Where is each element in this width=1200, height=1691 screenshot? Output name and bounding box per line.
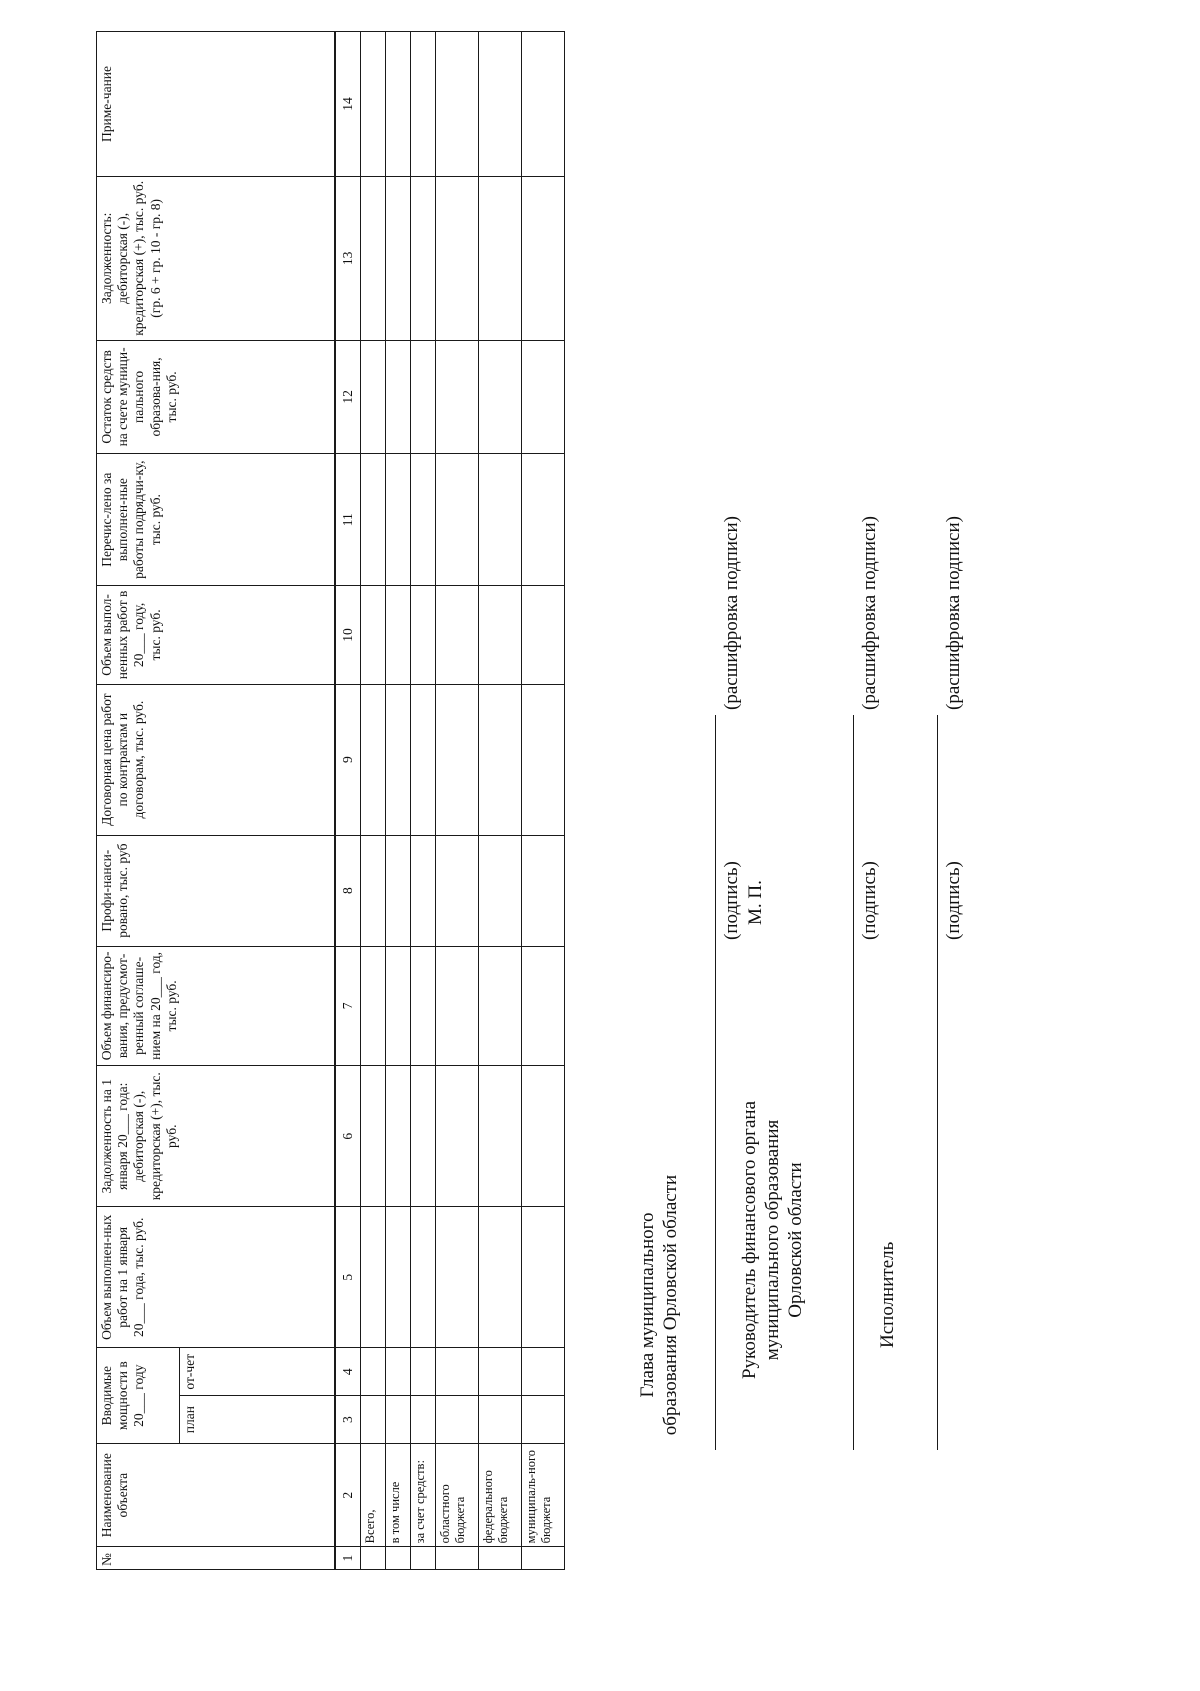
header-contract-price: Договорная цена работ по контрактам и договорам, тыс. руб. [97, 684, 336, 835]
header-capacity-text: Вводимые мощности в 20___ году [99, 1361, 147, 1431]
report-sheet [1, 0, 1200, 1600]
finance-head-line2: муниципального образования [761, 1119, 783, 1361]
table-row [386, 32, 411, 1570]
head-mp-label: М. П. [745, 880, 766, 925]
row-label-including: в том числе [386, 1444, 411, 1547]
header-balance: Остаток средств на счете муници-пального образова-ния, тыс. руб. [97, 340, 336, 453]
table-row [522, 32, 565, 1570]
header-financed: Профи-нанси-ровано, тыс. руб [97, 835, 336, 946]
header-transferred: Перечис-лено за выполнен-ные работы подрядчи-ку, тыс. руб. [97, 454, 336, 586]
table-row [411, 32, 436, 1570]
finance-signature-line [853, 715, 854, 1450]
column-number: 13 [335, 176, 361, 340]
construction-report-table [96, 31, 565, 1570]
header-row [97, 32, 180, 1570]
row-label-municipal: муниципаль-ного бюджета [522, 1444, 565, 1547]
column-number: 5 [335, 1207, 361, 1348]
header-completed-start: Объем выполнен-ных работ на 1 января 20___ года, тыс. руб. [97, 1207, 336, 1348]
executor-label: Исполнитель [877, 1241, 898, 1348]
finance-head-line3: Орловской области [784, 1162, 806, 1318]
column-number: 7 [335, 946, 361, 1066]
finance-head-line1: Руководитель финансового органа [739, 1101, 760, 1380]
column-number: 9 [335, 684, 361, 835]
header-capacity-plan: план [180, 1396, 336, 1444]
header-capacity-fact: от-чет [180, 1348, 336, 1396]
executor-podpis-label: (подпись) [943, 861, 964, 940]
table-row [479, 32, 522, 1570]
header-no: № [97, 1547, 336, 1570]
header-capacity [97, 1348, 180, 1444]
head-title [637, 1160, 683, 1450]
column-number: 1 [335, 1547, 361, 1570]
header-debt-end: Задолженность: дебиторская (-), кредиторская (+), тыс. руб. (гр. 6 + гр. 10 - гр. 8) [97, 176, 336, 340]
column-number: 2 [335, 1444, 361, 1547]
header-funding-agreement: Объем финансиро-вания, предусмот-ренный соглаше-нием на 20___ год, тыс. руб. [97, 946, 336, 1066]
column-number: 6 [335, 1066, 361, 1207]
head-podpis-label: (подпись) [721, 861, 742, 940]
column-number-row [335, 32, 361, 1570]
column-number: 14 [335, 32, 361, 177]
row-label-total: Всего, [361, 1444, 386, 1547]
finance-decode-label: (расшифровка подписи) [859, 516, 880, 710]
table-row [436, 32, 479, 1570]
column-number: 11 [335, 454, 361, 586]
row-label-federal: федерального бюджета [479, 1444, 522, 1547]
column-number: 12 [335, 340, 361, 453]
column-number: 3 [335, 1396, 361, 1444]
executor-signature-line [937, 715, 938, 1450]
finance-head-title [739, 1030, 807, 1450]
row-label-regional: областного бюджета [436, 1444, 479, 1547]
table-row [361, 32, 386, 1570]
header-object-name: Наименование объекта [97, 1444, 336, 1547]
header-completed-year: Объем выпол-ненных работ в 20___ году, тыс. руб. [97, 586, 336, 684]
executor-decode-label: (расшифровка подписи) [943, 516, 964, 710]
head-decode-label: (расшифровка подписи) [721, 516, 742, 710]
row-label-funds: за счет средств: [411, 1444, 436, 1547]
column-number: 8 [335, 835, 361, 946]
head-title-line2: образования Орловской области [659, 1174, 681, 1436]
column-number: 10 [335, 586, 361, 684]
finance-podpis-label: (подпись) [859, 861, 880, 940]
header-note: Приме-чание [97, 32, 336, 177]
head-title-line1: Глава муниципального [637, 1212, 658, 1398]
column-number: 4 [335, 1348, 361, 1396]
head-signature-line [715, 715, 716, 1450]
header-debt-start: Задолженность на 1 января 20___ года: дебиторская (-), кредиторская (+), тыс. руб. [97, 1066, 336, 1207]
